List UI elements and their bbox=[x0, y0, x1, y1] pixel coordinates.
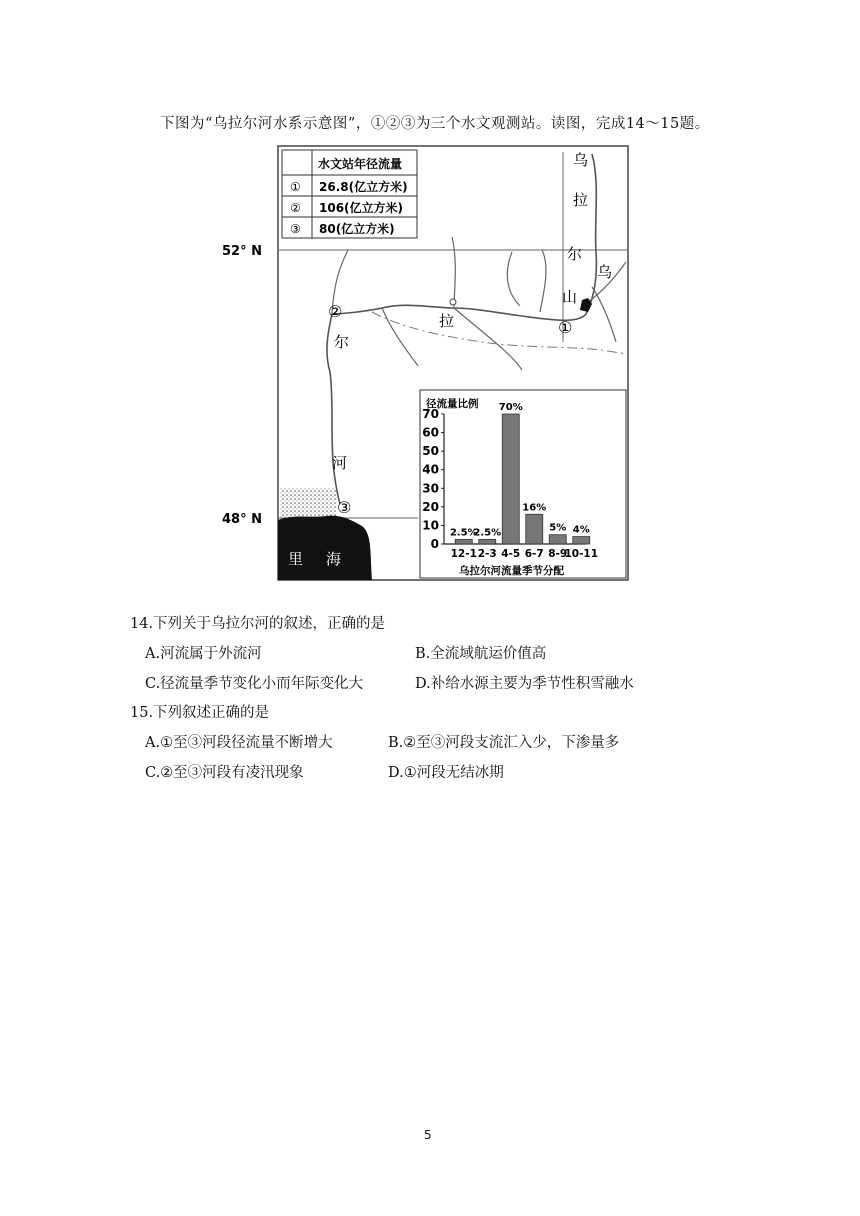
sandy-shore bbox=[280, 488, 336, 518]
station-3-label: ③ bbox=[337, 498, 352, 517]
label-shan: 山 bbox=[562, 288, 578, 306]
table-station-2: ② bbox=[290, 201, 301, 215]
question-14-stem: 14.下列关于乌拉尔河的叙述，正确的是 bbox=[130, 616, 386, 632]
chart-bar bbox=[573, 537, 590, 544]
tributary-3 bbox=[382, 308, 418, 366]
label-la-2: 拉 bbox=[439, 312, 455, 330]
chart-title: 乌拉尔河流量季节分配 bbox=[459, 565, 564, 577]
border-line bbox=[372, 312, 626, 354]
chart-bar bbox=[526, 514, 543, 544]
label-wu-2: 乌 bbox=[597, 263, 613, 281]
chart-category-label: 6-7 bbox=[524, 548, 544, 560]
tributary-7 bbox=[507, 252, 520, 306]
chart-value-label: 5% bbox=[549, 522, 567, 534]
chart-ytick-label: 50 bbox=[422, 444, 439, 459]
label-er-2: 尔 bbox=[334, 333, 350, 351]
table-station-1: ① bbox=[290, 180, 301, 194]
chart-category-label: 8-9 bbox=[548, 548, 568, 560]
question-15-stem: 15.下列叙述正确的是 bbox=[130, 705, 270, 721]
q15-option-d[interactable]: D.①河段无结冰期 bbox=[388, 765, 504, 781]
chart-ytick-label: 60 bbox=[422, 425, 439, 440]
q14-option-a[interactable]: A.河流属于外流河 bbox=[145, 646, 262, 662]
label-la-1: 拉 bbox=[573, 191, 589, 209]
chart-ytick-label: 30 bbox=[422, 481, 439, 496]
q15-option-a[interactable]: A.①至③河段径流量不断增大 bbox=[145, 735, 333, 751]
chart-category-label: 12-1 bbox=[450, 548, 477, 560]
intro-text: 下图为“乌拉尔河水系示意图”，①②③为三个水文观测站。读图，完成14～15题。 bbox=[160, 116, 710, 132]
q14-option-c[interactable]: C.径流量季节变化小而年际变化大 bbox=[145, 676, 364, 692]
caspian-sea bbox=[278, 516, 372, 580]
table-header: 水文站年径流量 bbox=[318, 157, 403, 171]
label-sea-1: 里 bbox=[288, 550, 304, 568]
q14-option-d[interactable]: D.补给水源主要为季节性积雪融水 bbox=[415, 676, 634, 692]
chart-bar bbox=[479, 539, 496, 544]
city-marker bbox=[450, 299, 456, 305]
table-value-2: 106(亿立方米) bbox=[319, 201, 404, 215]
chart-category-label: 10-11 bbox=[564, 548, 599, 560]
page-number: 5 bbox=[424, 1128, 432, 1142]
table-value-3: 80(亿立方米) bbox=[319, 222, 395, 236]
table-value-1: 26.8(亿立方米) bbox=[319, 180, 408, 194]
tributary-8 bbox=[540, 250, 546, 312]
q14-option-b[interactable]: B.全流域航运价值高 bbox=[415, 646, 547, 662]
chart-bar bbox=[502, 414, 519, 544]
label-er-1: 尔 bbox=[567, 245, 583, 263]
chart-value-label: 16% bbox=[522, 502, 547, 514]
chart-bar bbox=[549, 535, 566, 544]
chart-value-label: 70% bbox=[498, 402, 523, 413]
lat-label-48: 48° N bbox=[222, 512, 262, 527]
table-station-3: ③ bbox=[290, 222, 301, 236]
chart-value-label: 2.5% bbox=[449, 527, 478, 539]
chart-value-label: 2.5% bbox=[473, 527, 502, 539]
chart-value-label: 4% bbox=[572, 524, 590, 536]
tributary-2 bbox=[452, 237, 455, 308]
chart-ytick-label: 40 bbox=[422, 462, 439, 477]
chart-ytick-label: 70 bbox=[422, 407, 439, 421]
station-2-label: ② bbox=[328, 302, 343, 321]
ural-river-map bbox=[222, 142, 632, 584]
chart-ytick-label: 10 bbox=[422, 518, 439, 533]
tributary-4 bbox=[454, 308, 522, 370]
chart-ytick-label: 0 bbox=[430, 537, 439, 551]
runoff-chart bbox=[420, 390, 626, 578]
label-sea-2: 海 bbox=[326, 550, 342, 568]
chart-category-label: 4-5 bbox=[501, 548, 521, 560]
station-table bbox=[282, 150, 417, 238]
chart-category-label: 2-3 bbox=[477, 548, 497, 560]
lat-label-52: 52° N bbox=[222, 244, 262, 259]
chart-bar bbox=[455, 539, 472, 544]
label-he: 河 bbox=[332, 454, 348, 472]
q15-option-b[interactable]: B.②至③河段支流汇入少，下渗量多 bbox=[388, 735, 620, 751]
q15-option-c[interactable]: C.②至③河段有凌汛现象 bbox=[145, 765, 304, 781]
label-wu-1: 乌 bbox=[573, 151, 589, 169]
chart-ylabel: 径流量比例 bbox=[426, 398, 479, 410]
chart-ytick-label: 20 bbox=[422, 499, 439, 514]
station-1-label: ① bbox=[558, 318, 573, 337]
tributary-5 bbox=[592, 287, 616, 342]
